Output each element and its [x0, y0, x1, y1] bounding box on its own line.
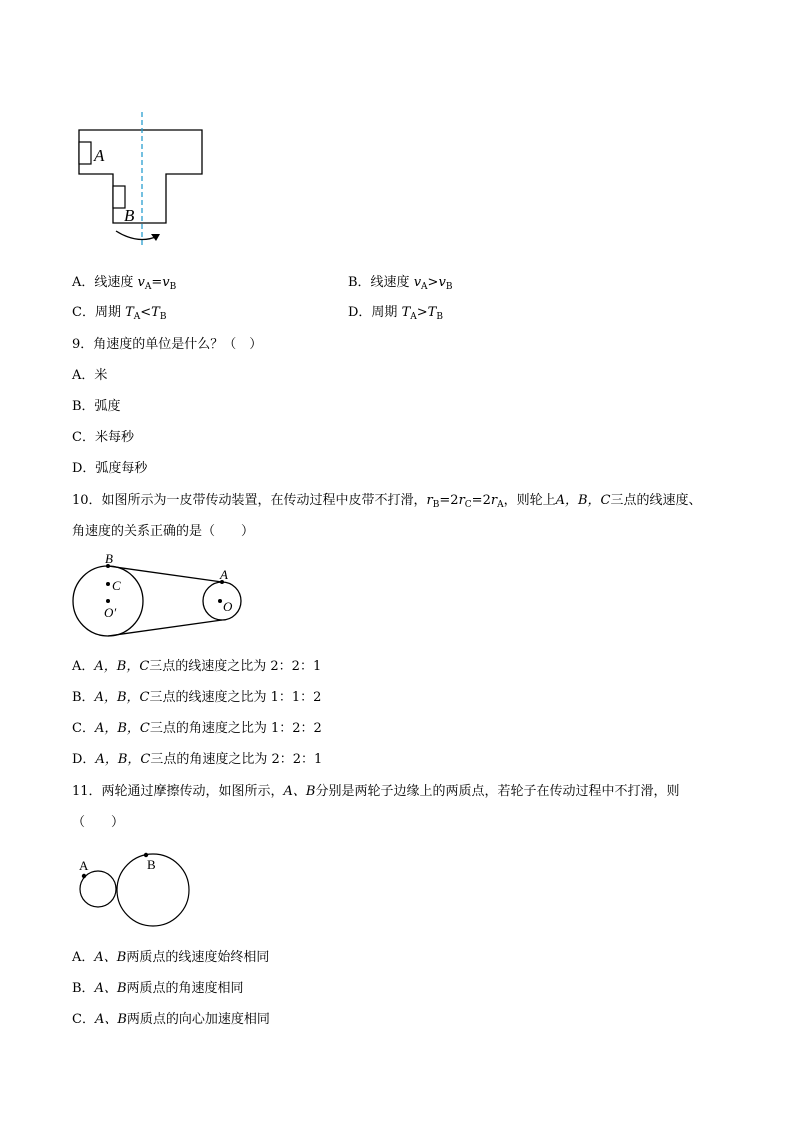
q11-figure: [72, 850, 197, 932]
belt-bottom: [108, 620, 222, 636]
q8-option-c[interactable]: C．周期 $T_A<T_B$: [72, 305, 167, 322]
q10-option-d[interactable]: D．A，B，C三点的角速度之比为 2：2：1: [72, 752, 323, 767]
rotation-arrow: [116, 231, 158, 240]
point-c: [106, 582, 110, 586]
q8-option-b[interactable]: B．线速度 $v_A>v_B$: [348, 275, 453, 292]
belt-top: [108, 566, 222, 582]
q11-stem-line1: 11．两轮通过摩擦传动，如图所示，A、B分别是两轮子边缘上的两质点，若轮子在传动过程中不打滑，则: [72, 784, 680, 799]
point-o: [218, 599, 222, 603]
block-b: [113, 186, 125, 208]
q9-option-b[interactable]: B．弧度: [72, 399, 121, 414]
q10-option-a[interactable]: A．A，B，C三点的线速度之比为 2：2：1: [72, 659, 322, 674]
point-a: [82, 874, 86, 878]
rotor-outline: [79, 130, 202, 223]
label-b: B: [147, 857, 156, 872]
label-a: A: [94, 146, 105, 165]
q9-option-c[interactable]: C．米每秒: [72, 430, 134, 445]
q10-option-c[interactable]: C．A，B，C三点的角速度之比为 1：2：2: [72, 721, 322, 736]
q11-option-b[interactable]: B．A、B两质点的角速度相同: [72, 981, 244, 996]
q10-figure: [68, 550, 248, 642]
label-o: O: [223, 599, 233, 614]
q9-stem: 9．角速度的单位是什么？（ ）: [72, 337, 263, 352]
q9-option-a[interactable]: A．米: [72, 368, 108, 383]
q10-option-b[interactable]: B．A，B，C三点的线速度之比为 1：1：2: [72, 690, 322, 705]
point-o-prime: [106, 599, 110, 603]
label-o-prime: O′: [104, 605, 117, 620]
q8-option-d[interactable]: D．周期 $T_A>T_B$: [348, 305, 443, 322]
label-a: A: [79, 858, 89, 873]
q10-stem-line2: 角速度的关系正确的是（ ）: [72, 524, 255, 539]
q8-option-a[interactable]: A．线速度 $v_A=v_B$: [72, 275, 177, 292]
q8-figure: [70, 108, 220, 250]
label-b: B: [124, 206, 135, 225]
q10-stem-line1: 10．如图所示为一皮带传动装置，在传动过程中皮带不打滑，$r_B=2r_C=2r_A$，则轮上A，B，C三点的线速度、: [72, 493, 702, 510]
q9-option-d[interactable]: D．弧度每秒: [72, 461, 148, 476]
block-a: [79, 142, 91, 164]
label-b: B: [105, 551, 113, 566]
q11-option-a[interactable]: A．A、B两质点的线速度始终相同: [72, 950, 270, 965]
q11-stem-line2: （ ）: [72, 815, 125, 830]
label-a: A: [220, 567, 228, 582]
q11-option-c[interactable]: C．A、B两质点的向心加速度相同: [72, 1012, 270, 1027]
label-c: C: [112, 578, 121, 593]
